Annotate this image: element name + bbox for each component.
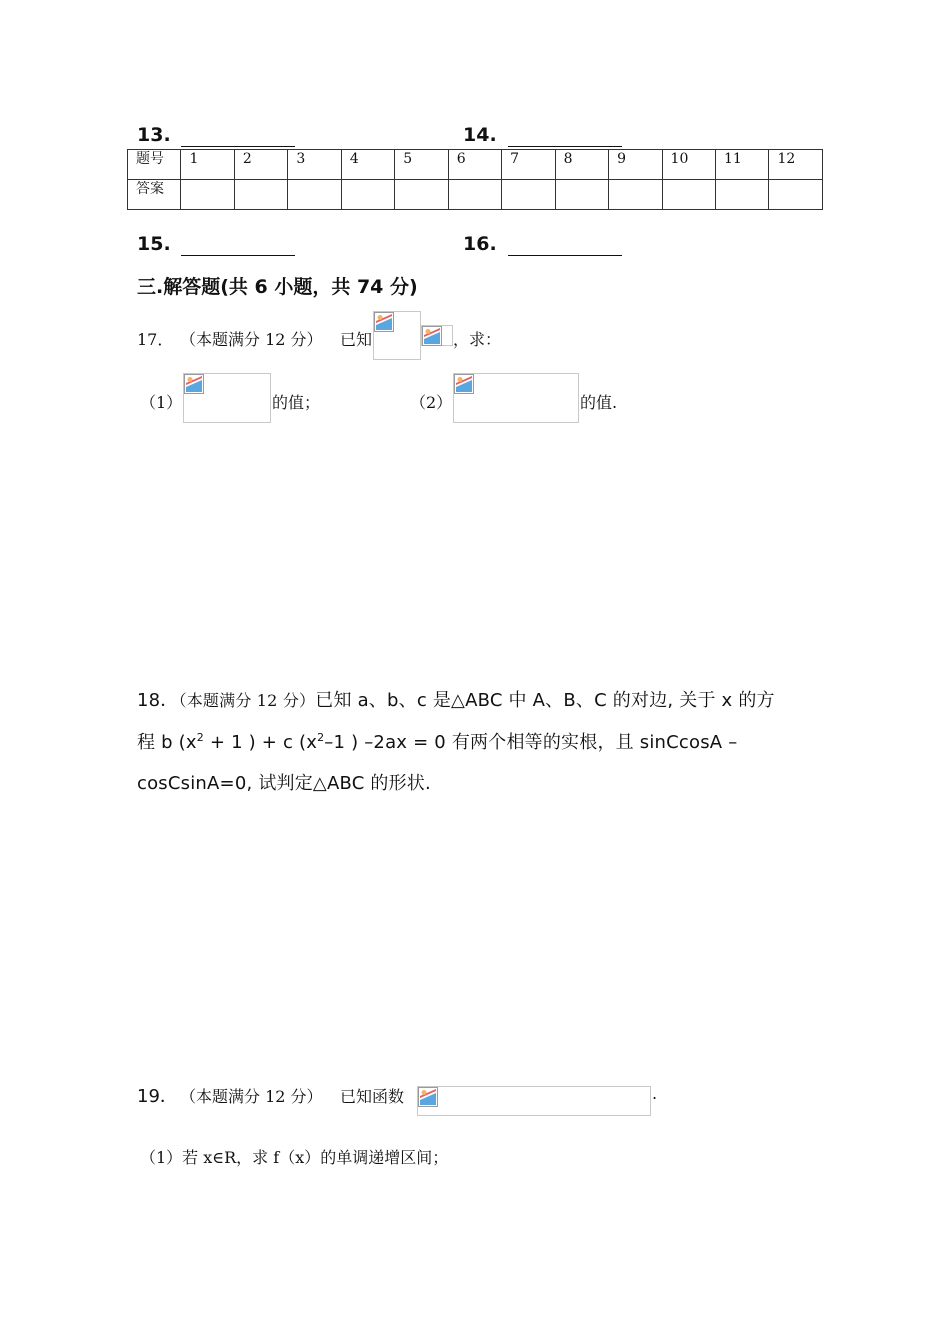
answer-cell[interactable]	[555, 180, 608, 210]
q18-line2	[137, 728, 737, 754]
answer-cell[interactable]	[288, 180, 341, 210]
q19-points: （本题满分 12 分）	[180, 1087, 323, 1106]
q17-tail: ，求：	[453, 330, 502, 349]
table-number-cell: 12	[769, 150, 823, 180]
formula-image	[183, 373, 271, 423]
answer-table-answer-row	[128, 180, 823, 210]
answer-table-header-row	[128, 150, 823, 180]
answer-cell[interactable]	[395, 180, 448, 210]
answer-cell[interactable]	[341, 180, 394, 210]
formula-image	[373, 311, 421, 360]
answer-cell[interactable]	[715, 180, 768, 210]
q18-text-line2b: + 1 ) + c (x	[203, 732, 318, 753]
broken-image-icon	[418, 1087, 438, 1107]
answer-table	[127, 149, 823, 210]
q18-text-line2c: –1 ) –2ax = 0 有两个相等的实根，且 sinCcosA –	[324, 732, 738, 753]
q17-part1-label: （1）	[140, 393, 183, 412]
q17-part2-label: （2）	[410, 393, 453, 412]
q19-tail: .	[652, 1084, 658, 1103]
q17-part2-tail: 的值.	[580, 393, 618, 412]
q19-lead: 已知函数	[340, 1087, 405, 1106]
q17-lead: 已知	[340, 330, 373, 349]
broken-image-icon	[184, 374, 204, 394]
table-number-cell: 4	[341, 150, 394, 180]
section-title: 三.解答题(共 6 小题，共 74 分)	[137, 276, 418, 298]
q18-text-line1: 已知 a、b、c 是△ABC 中 A、B、C 的对边, 关于 x 的方	[315, 690, 775, 711]
q18-number: 18．	[137, 690, 179, 711]
q17-part1-tail: 的值；	[272, 393, 321, 412]
broken-image-icon	[374, 312, 394, 332]
q17-number: 17．	[137, 330, 174, 349]
formula-image	[421, 325, 453, 346]
answer-cell[interactable]	[609, 180, 662, 210]
q18-points: （本题满分 12 分）	[178, 691, 316, 710]
q18-sup1: 2	[196, 731, 204, 744]
q19-part1: （1）若 x∈R，求 f（x）的单调递增区间；	[140, 1148, 449, 1167]
answer-cell[interactable]	[181, 180, 234, 210]
q17-points: （本题满分 12 分）	[180, 330, 323, 349]
table-number-cell: 10	[662, 150, 715, 180]
blank-14-line[interactable]	[508, 146, 622, 147]
blank-14-label: 14.	[463, 124, 497, 146]
table-number-cell: 1	[181, 150, 234, 180]
answer-cell[interactable]	[662, 180, 715, 210]
table-number-cell: 3	[288, 150, 341, 180]
answer-cell[interactable]	[448, 180, 501, 210]
blank-15-label: 15.	[137, 233, 171, 255]
answer-cell[interactable]	[769, 180, 823, 210]
blank-16-label: 16.	[463, 233, 497, 255]
q18-line1	[137, 686, 775, 712]
formula-image	[453, 373, 579, 423]
answer-cell[interactable]	[502, 180, 555, 210]
table-number-cell: 8	[555, 150, 608, 180]
blank-13-label: 13.	[137, 124, 171, 146]
table-number-cell: 2	[234, 150, 287, 180]
broken-image-icon	[422, 326, 442, 346]
table-number-cell: 11	[715, 150, 768, 180]
q18-text-line2a: 程 b (x	[137, 732, 197, 753]
table-number-cell: 5	[395, 150, 448, 180]
table-number-cell: 9	[609, 150, 662, 180]
answer-cell[interactable]	[234, 180, 287, 210]
blank-13-line[interactable]	[181, 146, 295, 147]
q18-sup2: 2	[317, 731, 325, 744]
table-answer-label: 答案	[128, 180, 181, 210]
table-number-cell: 7	[502, 150, 555, 180]
broken-image-icon	[454, 374, 474, 394]
q19-number: 19．	[137, 1086, 178, 1107]
table-header-label: 题号	[128, 150, 181, 180]
table-number-cell: 6	[448, 150, 501, 180]
blank-16-line[interactable]	[508, 255, 622, 256]
blank-15-line[interactable]	[181, 255, 295, 256]
formula-image	[417, 1086, 651, 1116]
q18-line3: cosCsinA=0, 试判定△ABC 的形状.	[137, 773, 431, 794]
